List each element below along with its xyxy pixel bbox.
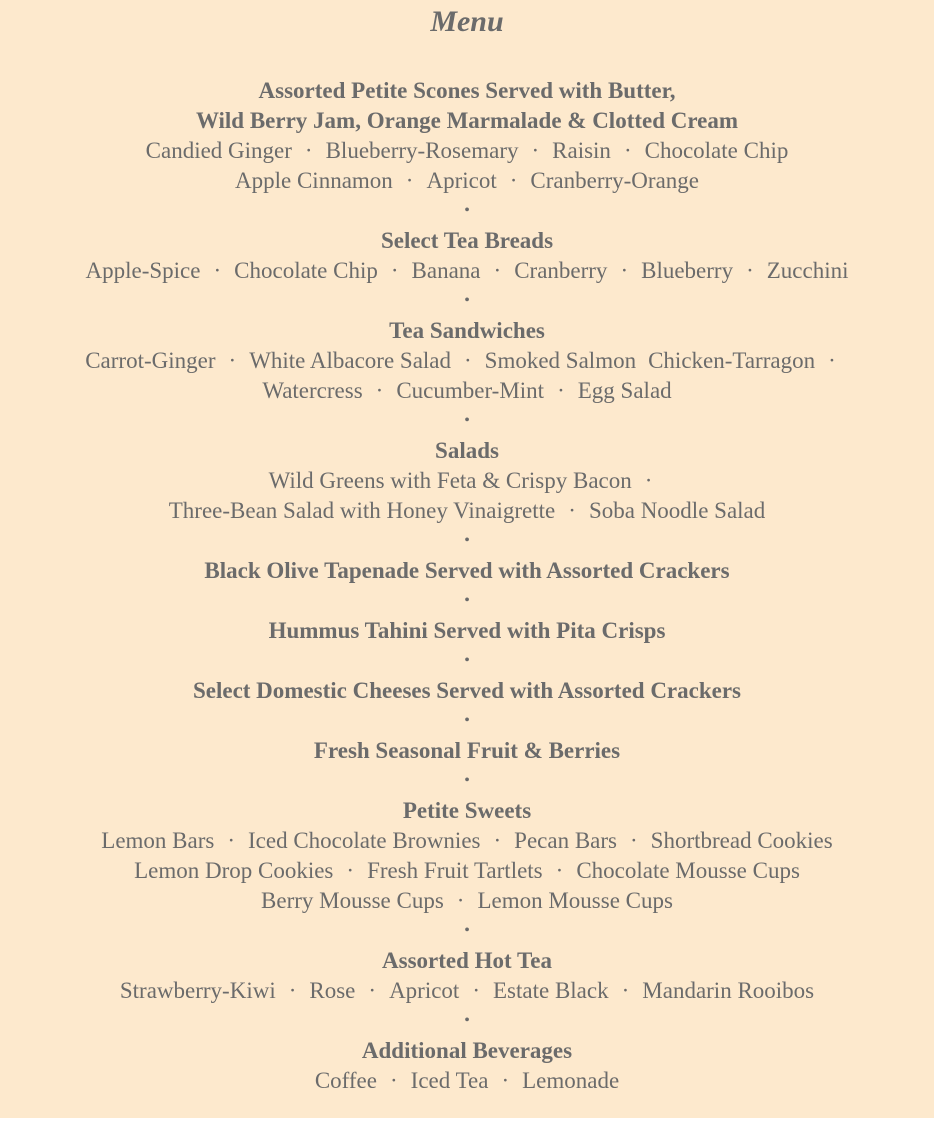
item-line: [0, 496, 934, 526]
menu-item: Candied Ginger: [145, 138, 292, 163]
section-divider: •: [464, 922, 470, 939]
menu-item: Iced Tea: [410, 1068, 489, 1093]
item-line: [0, 166, 934, 196]
menu-item: Carrot-Ginger: [85, 348, 216, 373]
item-line: [0, 466, 934, 496]
section-heading: Salads: [435, 438, 499, 463]
item-separator: ·: [493, 258, 502, 283]
menu-item: Mandarin Rooibos: [642, 978, 815, 1003]
menu-item: Strawberry-Kiwi: [119, 978, 276, 1003]
section-heading: Wild Berry Jam, Orange Marmalade & Clotted Cream: [195, 108, 739, 133]
item-separator: ·: [213, 258, 222, 283]
menu-item: Chocolate Mousse Cups: [576, 858, 800, 883]
section-heading: Petite Sweets: [402, 798, 532, 823]
item-separator: ·: [368, 978, 377, 1003]
menu-item: Soba Noodle Salad: [588, 498, 766, 523]
item-line: [0, 136, 934, 166]
menu-item: Chocolate Chip: [644, 138, 789, 163]
menu-item: Raisin: [552, 138, 611, 163]
item-separator: ·: [472, 978, 480, 1003]
item-line: [0, 886, 934, 916]
item-separator: ·: [568, 498, 576, 523]
section-divider: •: [464, 412, 470, 429]
section-divider: •: [464, 772, 470, 789]
item-separator: ·: [629, 828, 638, 853]
menu-item: Blueberry: [641, 258, 734, 283]
item-line: [0, 1066, 934, 1096]
item-separator: ·: [390, 258, 399, 283]
section-divider: •: [464, 712, 470, 729]
menu-item: Estate Black: [493, 978, 609, 1003]
section-heading: Additional Beverages: [361, 1038, 573, 1063]
section-heading: Select Domestic Cheeses Served with Assorted Crackers: [192, 678, 742, 703]
item-line: [0, 976, 934, 1006]
item-line: [0, 826, 934, 856]
item-separator: ·: [493, 828, 502, 853]
item-separator: ·: [227, 828, 235, 853]
menu-item: Watercress: [262, 378, 363, 403]
menu-item: Pecan Bars: [514, 828, 617, 853]
menu-item: Banana: [411, 258, 481, 283]
item-separator: ·: [557, 378, 565, 403]
menu-item: Blueberry-Rosemary: [325, 138, 519, 163]
item-line: [0, 346, 934, 376]
menu-item: Rose: [309, 978, 356, 1003]
section-divider: •: [464, 292, 470, 309]
item-separator: ·: [389, 1068, 398, 1093]
menu-item: Cranberry: [514, 258, 608, 283]
menu-item: Lemon Bars: [101, 828, 215, 853]
item-separator: ·: [464, 348, 472, 373]
menu-item: Apricot: [426, 168, 497, 193]
menu-item: Egg Salad: [577, 378, 672, 403]
item-separator: ·: [456, 888, 465, 913]
menu-item: Chicken-Tarragon: [648, 348, 816, 373]
item-separator: ·: [531, 138, 540, 163]
section-divider: •: [464, 652, 470, 669]
menu-item: Cucumber-Mint: [396, 378, 545, 403]
item-separator: ·: [346, 858, 355, 883]
section-heading: Select Tea Breads: [380, 228, 554, 253]
item-separator: ·: [501, 1068, 510, 1093]
menu-body: [0, 76, 934, 1096]
item-separator: ·: [644, 468, 653, 493]
menu-item: Wild Greens with Feta & Crispy Bacon: [268, 468, 632, 493]
menu-item: Lemonade: [522, 1068, 620, 1093]
item-separator: ·: [828, 348, 836, 373]
menu-item: Three-Bean Salad with Honey Vinaigrette: [168, 498, 556, 523]
section-heading: Assorted Petite Scones Served with Butter,: [258, 78, 676, 103]
section-heading: Tea Sandwiches: [389, 318, 545, 343]
menu-item: Chocolate Chip: [234, 258, 378, 283]
item-separator: ·: [288, 978, 297, 1003]
section-divider: •: [464, 532, 470, 549]
menu-item: Apple Cinnamon: [235, 168, 393, 193]
menu-item: Fresh Fruit Tartlets: [367, 858, 543, 883]
item-line: [0, 256, 934, 286]
menu-item: Iced Chocolate Brownies: [248, 828, 481, 853]
item-separator: ·: [405, 168, 414, 193]
menu-item: White Albacore Salad: [249, 348, 451, 373]
item-separator: ·: [375, 378, 384, 403]
menu-item: Cranberry-Orange: [530, 168, 699, 193]
section-divider: •: [464, 202, 470, 219]
menu-item: Lemon Drop Cookies: [134, 858, 334, 883]
item-separator: ·: [555, 858, 564, 883]
menu-item: Coffee: [314, 1068, 377, 1093]
section-heading: Assorted Hot Tea: [382, 948, 552, 973]
menu-item: Shortbread Cookies: [650, 828, 833, 853]
menu-item: Zucchini: [766, 258, 849, 283]
section-divider: •: [464, 592, 470, 609]
item-separator: ·: [746, 258, 754, 283]
section-divider: •: [464, 1012, 470, 1029]
item-line: [0, 376, 934, 406]
section-heading: Hummus Tahini Served with Pita Crisps: [268, 618, 666, 643]
item-separator: ·: [620, 258, 629, 283]
menu-item: Berry Mousse Cups: [261, 888, 444, 913]
item-separator: ·: [621, 978, 630, 1003]
item-separator: ·: [228, 348, 237, 373]
page-title: Menu: [430, 5, 504, 38]
menu-item: Apple-Spice: [85, 258, 201, 283]
section-heading: Fresh Seasonal Fruit & Berries: [313, 738, 621, 763]
section-heading: Black Olive Tapenade Served with Assorted Crackers: [204, 558, 730, 583]
menu-item: Lemon Mousse Cups: [477, 888, 673, 913]
item-separator: ·: [304, 138, 313, 163]
menu-item: Smoked Salmon: [484, 348, 637, 373]
item-line: [0, 856, 934, 886]
item-separator: ·: [623, 138, 632, 163]
menu-item: Apricot: [389, 978, 460, 1003]
item-separator: ·: [509, 168, 518, 193]
